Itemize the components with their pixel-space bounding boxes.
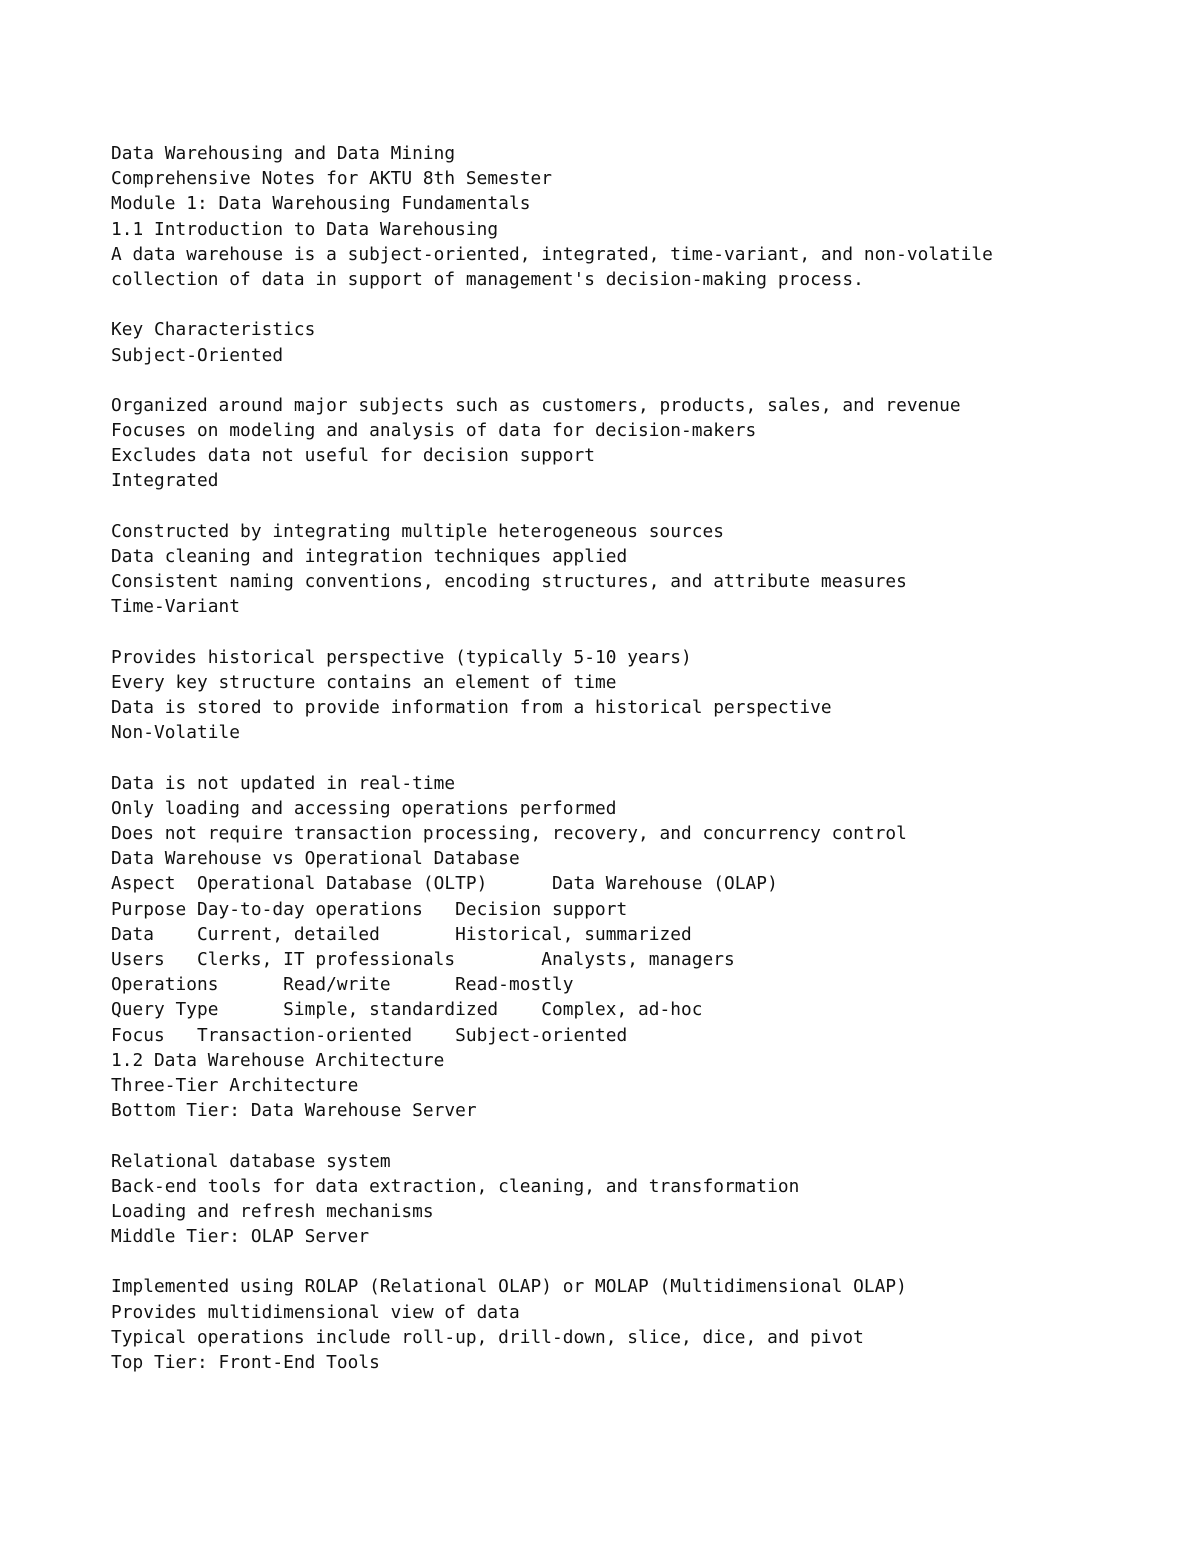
blank-line xyxy=(111,494,1171,519)
comparison-table-row: Query Type Simple, standardized Complex, ad-hoc xyxy=(111,999,703,1021)
list-item: Data cleaning and integration techniques applied xyxy=(111,546,628,567)
characteristic-heading: Subject-Oriented xyxy=(111,344,284,366)
blank-line xyxy=(111,1249,1171,1274)
definition-text: collection of data in support of management's decision-making process. xyxy=(111,268,864,290)
list-item: Back-end tools for data extraction, cleaning, and transformation xyxy=(111,1175,800,1197)
blank-line xyxy=(111,620,1171,645)
module-heading: Module 1: Data Warehousing Fundamentals xyxy=(111,193,531,215)
subsection-heading: Key Characteristics xyxy=(111,319,316,341)
comparison-table-row: Users Clerks, IT professionals Analysts, managers xyxy=(111,949,735,970)
list-item: Loading and refresh mechanisms xyxy=(111,1200,434,1222)
comparison-table-header: Aspect Operational Database (OLTP) Data Warehouse (OLAP) xyxy=(111,873,778,895)
list-item: Excludes data not useful for decision support xyxy=(111,445,595,467)
comparison-table-row: Operations Read/write Read-mostly xyxy=(111,974,574,996)
comparison-table-row: Focus Transaction-oriented Subject-oriented xyxy=(111,1024,628,1046)
section-heading: 1.2 Data Warehouse Architecture xyxy=(111,1049,445,1071)
blank-line xyxy=(111,746,1171,771)
characteristic-heading: Time-Variant xyxy=(111,596,241,618)
list-item: Constructed by integrating multiple heterogeneous sources xyxy=(111,520,725,542)
list-item: Relational database system xyxy=(111,1150,391,1172)
definition-text: A data warehouse is a subject-oriented, integrated, time-variant, and non-volatile xyxy=(111,243,993,265)
list-item: Does not require transaction processing, recovery, and concurrency control xyxy=(111,823,907,845)
blank-line xyxy=(111,292,1171,317)
list-item: Provides multidimensional view of data xyxy=(111,1301,520,1323)
list-item: Organized around major subjects such as customers, products, sales, and revenue xyxy=(111,394,961,416)
list-item: Consistent naming conventions, encoding structures, and attribute measures xyxy=(111,571,907,593)
subsection-heading: Three-Tier Architecture xyxy=(111,1074,359,1096)
comparison-heading: Data Warehouse vs Operational Database xyxy=(111,848,520,870)
tier-heading: Middle Tier: OLAP Server xyxy=(111,1226,370,1248)
blank-line xyxy=(111,368,1171,393)
list-item: Focuses on modeling and analysis of data for decision-makers xyxy=(111,420,757,442)
tier-heading: Bottom Tier: Data Warehouse Server xyxy=(111,1100,477,1122)
document-title: Data Warehousing and Data Mining xyxy=(111,143,456,164)
list-item: Provides historical perspective (typically 5-10 years) xyxy=(111,646,692,668)
characteristic-heading: Non-Volatile xyxy=(111,722,241,744)
list-item: Data is stored to provide information from a historical perspective xyxy=(111,697,832,719)
list-item: Data is not updated in real-time xyxy=(111,772,456,794)
document-page xyxy=(111,141,1171,1375)
list-item: Every key structure contains an element of time xyxy=(111,671,617,693)
comparison-table-row: Purpose Day-to-day operations Decision support xyxy=(111,898,628,920)
list-item: Typical operations include roll-up, drill-down, slice, dice, and pivot xyxy=(111,1326,864,1348)
list-item: Implemented using ROLAP (Relational OLAP) or MOLAP (Multidimensional OLAP) xyxy=(111,1276,907,1298)
document-subtitle: Comprehensive Notes for AKTU 8th Semester xyxy=(111,168,552,190)
characteristic-heading: Integrated xyxy=(111,470,219,492)
list-item: Only loading and accessing operations performed xyxy=(111,797,617,819)
blank-line xyxy=(111,1123,1171,1148)
comparison-table-row: Data Current, detailed Historical, summarized xyxy=(111,923,692,945)
section-heading: 1.1 Introduction to Data Warehousing xyxy=(111,218,499,240)
tier-heading: Top Tier: Front-End Tools xyxy=(111,1352,380,1373)
